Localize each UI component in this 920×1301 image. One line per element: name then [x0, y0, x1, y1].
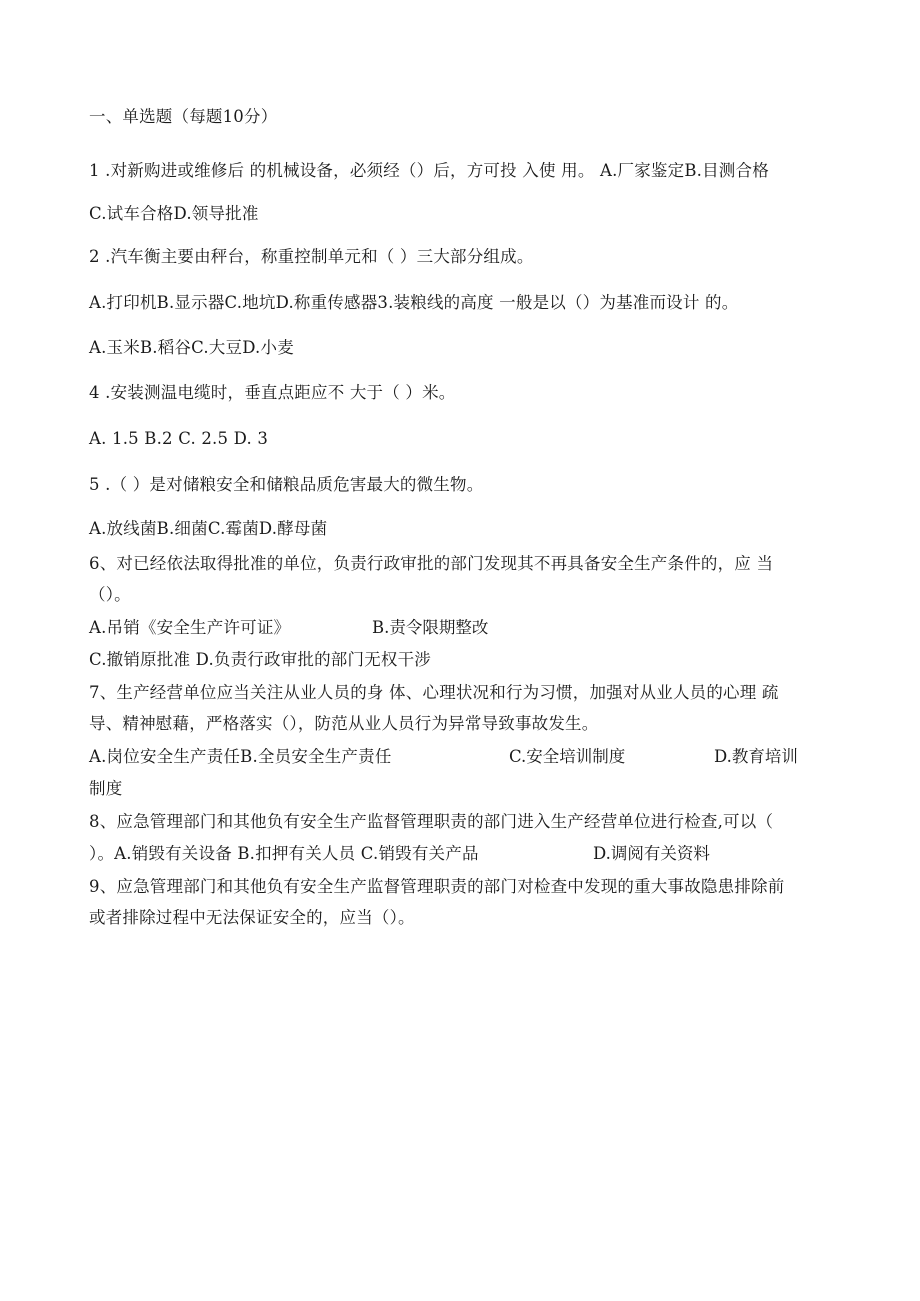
question-6-options-cd: C.撤销原批准 D.负责行政审批的部门无权干涉: [89, 650, 432, 669]
question-6-option-b: B.责令限期整改: [372, 618, 489, 637]
question-7-line-1: 7、生产经营单位应当关注从业人员的身 体、心理状况和行为习惯，加强对从业人员的心理 疏: [89, 683, 779, 702]
question-7-option-d: D.教育培训: [714, 747, 798, 766]
question-7-option-c: C.安全培训制度: [509, 747, 626, 766]
question-8-line-1: 8、应急管理部门和其他负有安全生产监督管理职责的部门进入生产经营单位进行检查,可以（: [89, 812, 774, 831]
question-6-option-a: A.吊销《安全生产许可证》: [89, 618, 291, 637]
question-3-options: A.玉米B.稻谷C.大豆D.小麦: [89, 338, 294, 357]
question-9-line-2: 或者排除过程中无法保证安全的，应当（）。: [89, 908, 415, 927]
question-8-options-abc: ）。A.销毁有关设备 B.扣押有关人员 C.销毁有关产品: [89, 844, 479, 863]
question-2-line-1: 2 .汽车衡主要由秤台，称重控制单元和（ ）三大部分组成。: [89, 247, 534, 266]
question-4-options: A. 1.5 B.2 C. 2.5 D. 3: [89, 429, 269, 448]
question-6-line-1: 6、对已经依法取得批准的单位，负责行政审批的部门发现其不再具备安全生产条件的，应 当: [89, 554, 774, 573]
question-5-line-1: 5 .（ ）是对储粮安全和储粮品质危害最大的微生物。: [89, 475, 484, 494]
question-1-line-2: C.试车合格D.领导批准: [89, 204, 259, 223]
question-9-line-1: 9、应急管理部门和其他负有安全生产监督管理职责的部门对检查中发现的重大事故隐患排除前: [89, 877, 785, 896]
question-5-options: A.放线菌B.细菌C.霉菌D.酵母菌: [89, 519, 328, 538]
question-8-option-d: D.调阅有关资料: [593, 844, 710, 863]
question-2-options: A.打印机B.显示器C.地坑D.称重传感器3.装粮线的高度 一般是以（）为基准而设计 的。: [89, 293, 739, 312]
question-7-options-ab: A.岗位安全生产责任B.全员安全生产责任: [89, 747, 392, 766]
section-heading: 一、单选题（每题10分）: [89, 107, 278, 126]
question-7-line-2: 导、精神慰藉，严格落实（），防范从业人员行为异常导致事故发生。: [89, 714, 599, 733]
question-7-line-4: 制度: [89, 779, 123, 798]
question-4-line-1: 4 .安装测温电缆时，垂直点距应不 大于（ ）米。: [89, 383, 456, 402]
question-6-line-2: （）。: [89, 585, 131, 604]
question-1-line-1: 1 .对新购进或维修后 的机械设备，必须经（）后，方可投 入使 用。 A.厂家鉴定B.目测合格: [89, 161, 769, 180]
